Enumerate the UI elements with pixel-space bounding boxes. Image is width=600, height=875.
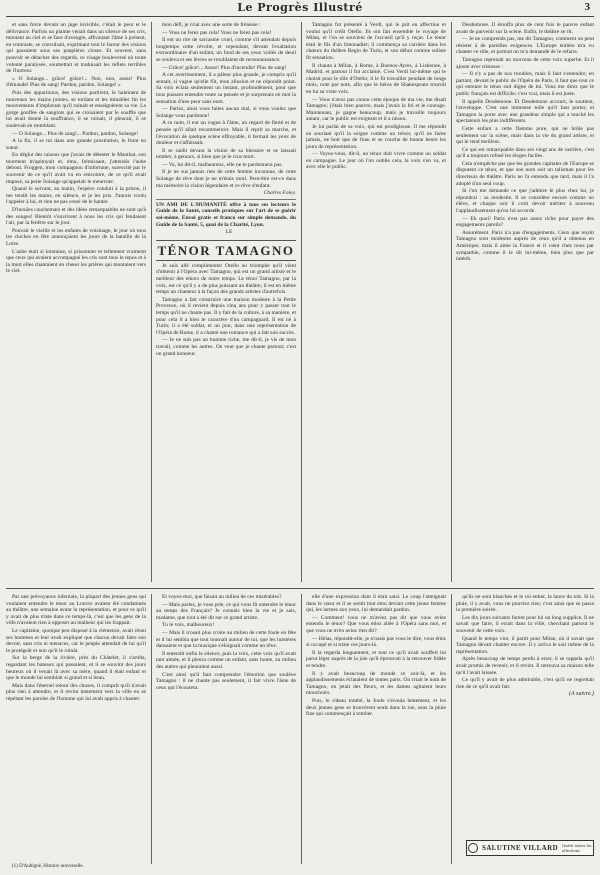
- paragraph: Et voyez-moi, que faisait au milieu de ces misérables?: [162, 594, 282, 600]
- paragraph: — Voyez-vous, dit-il, un ténor doit vivre comme un soldat en campagne. Le jour où l'on oublie cela, la voix s'en va, et avec elle le public.: [306, 151, 446, 171]
- story-signature: Charles Foley.: [263, 190, 296, 197]
- paragraph: Tu le vois, malheureux!: [162, 622, 215, 629]
- page-header: [6, 0, 594, 17]
- paragraph: mon défi, je criai avec une sorte de frénésie :: [162, 22, 261, 28]
- paragraph: Il je ne sus jamais rien de cette femme inconnue, de cette Solange de rêve dont je ne m'étais mort. Peut-être est-ce dans ma mémoire la vision légendaire et ce rêve d'enfant.: [156, 169, 296, 189]
- page-number: 3: [584, 1, 590, 13]
- article-kicker: LE: [225, 229, 233, 236]
- paragraph: Par une prévoyance infernale, la plupart des jeunes gens qui voulaient entendre le tenor au Louvre avaient été condamnés au théâtre, une semaine avant la représentation, et pour ce qu'il y avait de plus triste dans ce temps-là, c'est que les gens de la ville n'avaient rien à opposer au malheur qui les frappait.: [6, 594, 146, 627]
- paragraph: L'aube était si lointaine, si prisonnier et tellement vraiment que ceux qui avaient accompagné les cris sont tous le repos et à la mort elles chantaient en chœur les prières qui montaient vers le ciel.: [6, 248, 146, 275]
- paragraph: — Il n'y a pas de nos troubles, mais il faut s'entendre; en partant, devant le public de l'Opéra de Paris, il faut que tout ce qui entoure le ténor soit digne de lui. Vous me direz que le public français est difficile; c'est vrai, mais il est juste.: [456, 71, 594, 97]
- paragraph: Il entendit enfin le silence, puis la voix, cette voix qu'il avait tant aimée, et il pleura comme un enfant, sans honte, au milieu des autres qui pleuraient aussi.: [156, 650, 296, 670]
- paragraph: Cela n'empêche pas que les grandes capitales de l'Europe se disputent ce ténor, et que son nom soit un talisman pour les directeurs de théâtre. Paris ne l'a entendu que tard, mais il l'a adopté d'un seul coup.: [456, 160, 594, 187]
- lower-column-1: [6, 594, 146, 860]
- paragraph: Puis, le rideau tombé, la foule s'écoula lentement, et les deux jeunes gens se trouvèrent seuls dans la rue, sous la pluie fine qui commençait à tomber.: [306, 697, 446, 718]
- paragraph: Assurément. Paris n'a pas d'engagements. Ceux que reçoit Tamagno sont modestes auprès de ceux qu'il a obtenus en Amérique; mais il aime la France et il vient chez nous par sympathie, comme il le dit lui-même, bien plus que par intérêt.: [456, 229, 594, 263]
- upper-column-2: [156, 22, 296, 582]
- paragraph: — Vous ne ferez pas cela! Vous ne ferez pas cela!: [162, 29, 272, 36]
- upper-column-1: [6, 22, 146, 582]
- paragraph: Sur la berge de la rivière, près du Châtelet, il s'arrêta, regardant les bateaux qui passaient, et il se souvint des jours heureux où il venait là avec sa mère, quand il était enfant et que le monde lui semblait si grand et si beau.: [6, 655, 146, 682]
- paragraph: En déglut des raisons que j'avais de détester le Mauthat, son tourment m'apitoyait et, ému, frémissant, j'attendis l'aube debout. Froggen, mon compagnon d'infortune, surexcité par le souvenir de ce qu'il avait vu en rencontre, de ce qu'il avait imposé, sa perte Solange qu'appelait le meurtrier.: [6, 152, 146, 185]
- paragraph: Tamagno fut présenté à Verdi, qui le prit en affection et voulut qu'il créât Otello. Ils ont fait ensemble le voyage de Milan, et l'on se souvient de l'accueil qu'il y reçut. Le ténor était le fils d'un limonadier; il commença sa carrière dans les chœurs du théâtre Regio de Turin, et son début comme soliste fit sensation.: [306, 22, 446, 61]
- paragraph: — Mais il n'osait plus croire au milieu de cette foule en fête et il lui sembla que tout tournait autour de lui, que les lumières dansaient et que la musique s'éloignait comme un rêve.: [156, 629, 296, 650]
- paragraph: — Eh quoi! Paris n'est pas assez riche pour payer des engagements pareils?: [456, 215, 594, 229]
- brand-seal-icon: [468, 843, 478, 853]
- paragraph: « O Solange... grâce! grâce!... Non, non, assez! Plus d'émaude! Plus de sang! Pardon, pardon, Solange! »: [6, 75, 146, 89]
- upper-column-4: [456, 22, 594, 582]
- to-be-continued: (A suivre.): [569, 691, 594, 698]
- paragraph: A ce nom, il eut un vague à l'âme, un regard de fierté et de pensée qu'il allait recommencer. Mais il reprit sa marche, et l'évocation de quelque scène effroyable, il fermait les yeux de douleur et s'affaissait.: [156, 120, 296, 147]
- lower-column-2: [156, 594, 296, 864]
- paragraph: — Je ne comprends pas, me dit Tamagno, comment on peut résister à de pareilles exigences. L'Europe entière m'a vu chanter ce rôle, et partout on m'a demandé de le refaire.: [456, 36, 594, 56]
- paragraph: A la fin, il se tut dans une grande prostration, le front en sueur.: [6, 138, 146, 151]
- paragraph: Ce qu'il y avait de plus admirable, c'est qu'il ne regrettait rien de ce qu'il avait fait.: [456, 677, 594, 690]
- article-title: TÉNOR TAMAGNO: [156, 240, 296, 261]
- lower-column-3: [306, 594, 446, 864]
- upper-column-3: [306, 22, 446, 582]
- paragraph: Cette enfant a cette flamme pure, qui ne brûle pas seulement sur la scène, mais dans la vie du grand artiste, et qui le rend meilleur.: [456, 125, 594, 146]
- paragraph: C'est ainsi qu'il faut comprendre l'émotion que soulève Tamagno : il ne chante pas seulement, il fait vivre l'âme de ceux qui l'écoutent.: [156, 671, 296, 691]
- paragraph: Il eut un rire de sarcasme cruel, comme s'il attendait depuis longtemps cette révolte, et cependant, devant l'exaltation extraordinaire d'un enfant, un fond de ses yeux voilés de deuil se souleva et ses lèvres se troublaient de reconnaissance.: [156, 37, 296, 63]
- paragraph: Quand le temps vint, il partit pour Milan, où il savait que Tamagno devait chanter encore. Il y arriva le soir même de la représentation.: [456, 635, 594, 655]
- paragraph: Il se raidit devant la vision de sa blessure et se laissait tomber, à genoux, si bien que je le crus mort.: [156, 147, 296, 161]
- paragraph: Pouvait le vieille et les enfants de voisinage, le jour où tous les cloches en fête annonçaient les jours de la bataille de la Loire.: [6, 227, 146, 247]
- masthead-title: Le Progrès Illustré: [237, 1, 363, 14]
- paragraph: Les dix jours suivants furent pour lui un long supplice. Il ne savait que faire, il errait dans la ville, cherchant partout le souvenir de cette voix.: [456, 614, 594, 634]
- paragraph: — Parlez, ainsi vous faites aucun mal, si vous voulez que Solange vous pardonne!: [156, 106, 296, 119]
- paragraph: — Va, lui dit-il, malheureux, elle ne te pardonnera pas.: [162, 161, 283, 168]
- paragraph: Tamagno reprenait un morceau de cette voix superbe. Et il ajoute avec tristesse :: [456, 56, 594, 70]
- paragraph: — Grâce! grâce!... Assez! Plus d'incendie! Plus de sang!: [162, 64, 287, 71]
- paragraph: Ce qui est remarquable dans ses vingt ans de carrière, c'est qu'il a toujours refusé les éloges faciles.: [456, 146, 594, 160]
- paragraph: Il appelle Desdemone. Et Desdemone accourt, le soutient, l'enveloppe. C'est une immense toile qu'il faut porter, et Tamagno la porte avec une grandeur simple qui a touché les spectateurs les plus indifférents.: [456, 98, 594, 125]
- paragraph: — Comment! vous ne m'aviez pas dit que vous aviez entendu le ténor? Que vous étiez allée à l'Opéra sans moi, et que vous ne m'en aviez rien dit?: [306, 614, 446, 634]
- paragraph: Le capitaine, quoique peu disposé à la clémence, avait réuni ses hommes et leur avait expliqué que chacun devait faire son devoir, sans cris ni menaces, car le peuple attendait de lui qu'il le protégeât et non qu'il le ruinât.: [6, 627, 146, 654]
- paragraph: Il chanta à Milan, à Rome, à Buenos-Ayres, à Lisbonne, à Madrid, et partout il fut acclamé. C'est Verdi lui-même qui le choisit pour le rôle d'Otello; il le fit travailler pendant de longs mois, note par note, afin que le héros de Shakespeare trouvât en lui sa vraie voix.: [306, 62, 446, 95]
- paragraph: Desdemone. Il étouffa plus de cent fois le pauvre enfant avant de parvenir sur la scène. Enfin, le théâtre se rit.: [456, 22, 594, 35]
- paragraph: Il la regarda longuement, et tout ce qu'il avait souffert lui parut léger auprès de la joie qu'il éprouvait à la retrouver fidèle et tendre.: [306, 649, 446, 669]
- paragraph: — Mais parlez, je vous prie, ce qui vous fit entendre le ténor au temps des Français? Je connais bien la vie et je sais, madame, que tout a été dit sur ce grand artiste.: [156, 601, 296, 621]
- paragraph: Quand le suivant, au matin, l'espèce conduit à la prison, il me tendit les mains, en silence, et je les pris. J'aurais voulu l'appeler à lui, et rien ne pas cessé de le hanter.: [6, 186, 146, 206]
- paragraph: Je suis allé complimenter Otello au triomphe qu'il vient d'obtenir à l'Opéra avec Tamagno, qui est un grand artiste et le meilleur des ténors de notre temps. Le ténor Tamagno, par la voix, est ce qu'il y a de plus puissant au théâtre; il est en même temps un chanteur à la façon des grands artistes d'autrefois.: [156, 262, 296, 296]
- footnote: (1) D'Aubigné, Histoire universelle.: [12, 864, 84, 869]
- paragraph: — Vous n'avez pas connu cette époque de ma vie, me disait Tamagno; j'étais bien pauvre, mais j'avais la foi et le courage. Maintenant, je gagne beaucoup, mais je travaille toujours autant, car le public est exigeant et il a raison.: [306, 96, 446, 123]
- paragraph: Puis des apparitions, des visions partirent, le haleinent de nouveaux les mains jointes, se tordant et les minables fin les mouvements d'implorant qu'il ruinait et enseignèrent sa vie. La gorge gonflée de sanglots qui se croisaient par le souffle que lui avait donné la souffrance, il se ruinait, il pleurait, il se soulevait en tremblant.: [6, 89, 146, 129]
- health-guide-notice: UN AMI DE L'HUMANITÉ offre à tous ses lecteurs le Guide de la Santé, conseils pratiques sur l'art de se guérir soi-même. Envoi gratis et franco sur simple demande, du Guide de la Santé, 5, quai de la Charité, Lyon.: [156, 199, 296, 228]
- paragraph: et sans force devant un juge invisible, c'était le peur et le délivrance. Parfois un plainte venait dans un silence de ses cris, montant au ciel et se face d'aveugle, affrontant l'âme à présent, en contraste, se convulsait, exprimant tout le fureur des visions qui passaient sous ses paupières closes. Et souvent, sans pouvoir se détacher des regards, ce visage bouleversé où toute volonté paralysée, soumettait et traduisait les reflets terribles de l'horreur.: [6, 22, 146, 75]
- paragraph: Mais dans l'éternel retour des choses, il comprit qu'il n'avait plus rien à attendre, et il revint lentement vers la ville en se répétant les paroles de l'homme qui lui avait appris à chanter.: [6, 682, 146, 702]
- paragraph: A cet avertissement, il a pâleur plus grande, je compris qu'il sentait, si vague qu'elle fût, mon allusion et ne répondit point. Sa voix éclata seulement un instant, profondément, pour que tous pussent entendre toute sa pensée et je surprenais en moi la sensation d'une peur sans nom.: [156, 72, 296, 105]
- salutine-advertisement: [466, 840, 594, 856]
- lower-column-4: [456, 594, 594, 836]
- paragraph: Après beaucoup de temps perdu à errer, il se rappela qu'il avait promis de revenir, et il revint. Il retrouva sa maison telle qu'il l'avait laissée.: [456, 656, 594, 676]
- paragraph: — Je ne suis pas un homme riche, me dit-il, je vis de mon travail, comme les autres. On veut que je chante partout; c'est un grand honneur.: [156, 337, 296, 357]
- paragraph: Tamagno a fait construire une maison modeste à la Petite Provence, où il revient depuis cinq ans pour y passer tout le temps qu'il ne chante pas. Il y fait de la culture, à sa manière, et pour cela il a bien le caractère d'un campagnard. Il est né à Turin; il a été soldat, et un jour, dans une représentation de l'Opéra de Rome, il a chanté une romance qui a fait son succès.: [156, 296, 296, 336]
- ad-brand: SALUTINE VILLARD: [481, 844, 559, 852]
- ad-tagline: Guérit toutes les affections: [562, 843, 592, 853]
- paragraph: D'inouïes cauchemars et des idées remarquables ne sont qu'à des songes! Bientôt s'ouvrirent à nous les cris qui fendaient l'air, par la fenêtre sur le jour.: [6, 207, 146, 227]
- paragraph: qu'ils ne sont blanches et le roi entier, la lance du toit. Si la pluie, il y avait, vous ne pouviez rien; c'est ainsi que se passa la première soirée.: [456, 594, 594, 614]
- paragraph: elle d'une expression dont il était saisi. Le coup l'atteignait dans le cœur et il se sentit tout ému devant cette jeune femme qui, les larmes aux yeux, lui demandait pardon.: [306, 594, 446, 614]
- paragraph: — O Solange... Plus de sang!... Pardon, pardon, Solange!: [12, 130, 139, 137]
- paragraph: Je lui parlai de sa voix, qui est prodigieuse. Il me répondit en souriant qu'il la soigne comme un trésor, qu'il ne fume jamais, ne boit que de l'eau et se couche de bonne heure les jours de représentation.: [306, 123, 446, 150]
- paragraph: — Hélas, répondit-elle, je n'osais pas vous le dire, vous étiez si occupé et si triste ces jours-là.: [306, 635, 446, 649]
- paragraph: Il y avait beaucoup de monde ce soir-là, et les applaudissements éclataient de toutes parts. On criait le nom de Tamagno, on jetait des fleurs, et les dames agitaient leurs mouchoirs.: [306, 670, 446, 697]
- paragraph: Si l'on me demande ce que j'admire le plus chez lui, je répondrai : sa modestie. Il se considère encore comme un élève, et chaque soir il croit devoir mériter à nouveau l'applaudissement qu'on lui accorde.: [456, 188, 594, 215]
